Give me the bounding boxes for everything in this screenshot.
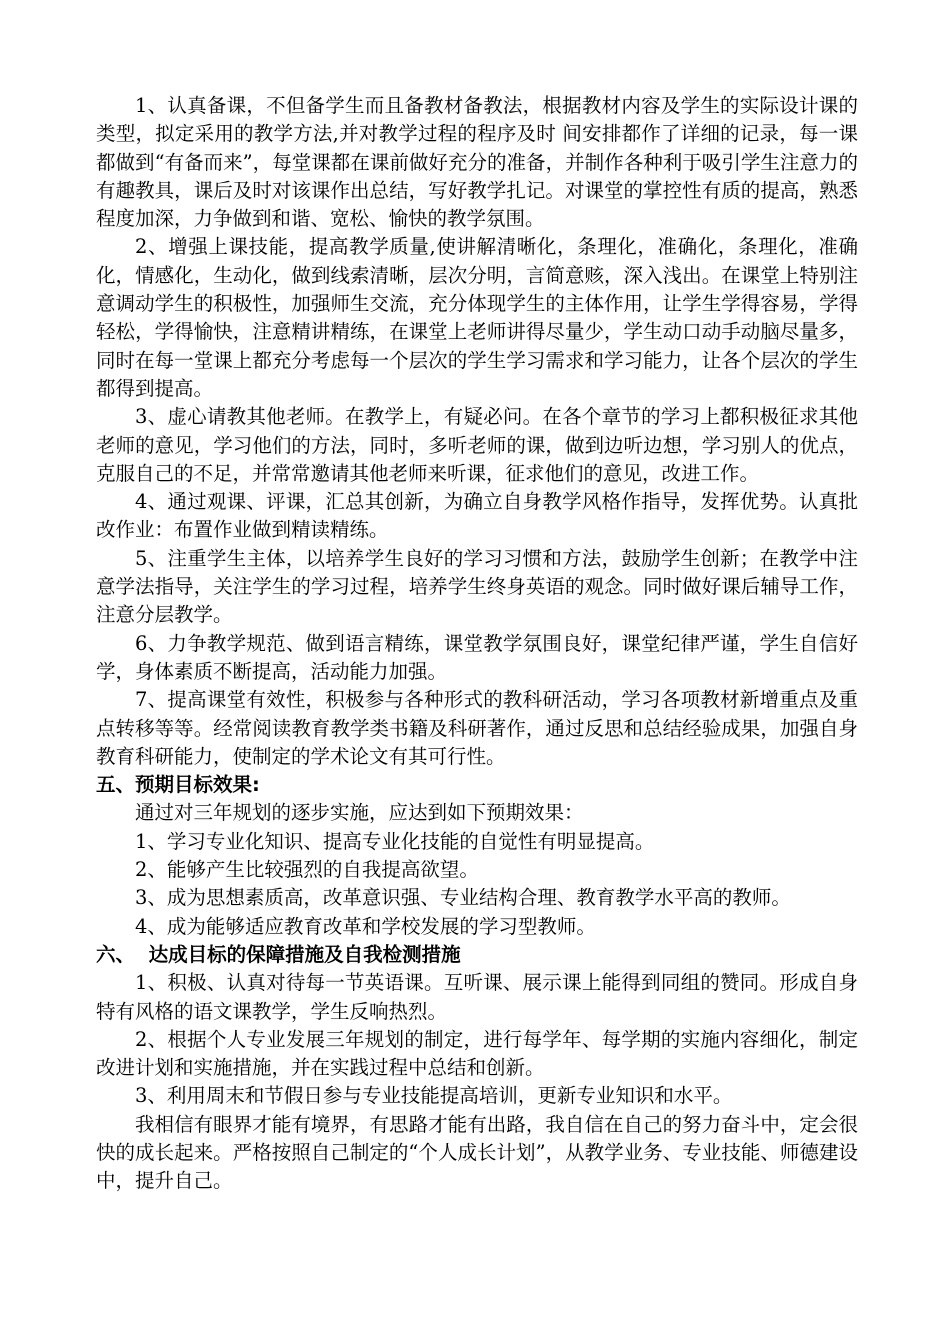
closing-paragraph: 我相信有眼界才能有境界，有思路才能有出路，我自信在自己的努力奋斗中，定会很快的成长起来。严格按照自己制定的“个人成长计划”，从教学业务、专业技能、师德建设中，提升自己。 (96, 1112, 858, 1193)
teaching-item-7: 7、提高课堂有效性，积极参与各种形式的教科研活动，学习各项教材新增重点及重点转移等等。经常阅读教育教学类书籍及科研著作，通过反思和总结经验成果，加强自身教育科研能力，使制定的学术论文有其可行性。 (96, 688, 858, 768)
section-5-item-4: 4、成为能够适应教育改革和学校发展的学习型教师。 (135, 914, 596, 938)
teaching-item-5: 5、注重学生主体，以培养学生良好的学习习惯和方法，鼓励学生创新；在教学中注意学法指导，关注学生的学习过程，培养学生终身英语的观念。同时做好课后辅导工作，注意分层教学。 (96, 546, 858, 627)
section-6-item-2: 2、根据个人专业发展三年规划的制定，进行每学年、每学期的实施内容细化，制定改进计划和实施措施，并在实践过程中总结和创新。 (96, 1027, 858, 1080)
section-5-item-3: 3、成为思想素质高，改革意识强、专业结构合理、教育教学水平高的教师。 (135, 886, 791, 910)
section-5-intro: 通过对三年规划的逐步实施，应达到如下预期效果： (135, 801, 584, 825)
teaching-item-3: 3、虚心请教其他老师。在教学上，有疑必问。在各个章节的学习上都积极征求其他老师的意见，学习他们的方法，同时，多听老师的课，做到边听边想，学习别人的优点，克服自己的不足，并常常邀请其他老师来听课，征求他们的意见，改进工作。 (96, 405, 858, 485)
section-6-item-1: 1、积极、认真对待每一节英语课。互听课、展示课上能得到同组的赞同。形成自身特有风格的语文课教学，学生反响热烈。 (96, 971, 858, 1023)
section-5-item-2: 2、能够产生比较强烈的自我提高欲望。 (135, 858, 479, 882)
section-6-item-3: 3、利用周末和节假日参与专业技能提高培训，更新专业知识和水平。 (135, 1084, 733, 1108)
document-page (96, 92, 858, 1196)
teaching-item-6: 6、力争教学规范、做到语言精练，课堂教学氛围良好，课堂纪律严谨，学生自信好学，身体素质不断提高，活动能力加强。 (96, 631, 858, 683)
section-6-heading: 六、 达成目标的保障措施及自我检测措施 (96, 942, 461, 966)
section-5-heading: 五、预期目标效果: (96, 773, 260, 797)
teaching-item-4: 4、通过观课、评课，汇总其创新，为确立自身教学风格作指导，发挥优势。认真批改作业：布置作业做到精读精练。 (96, 490, 858, 542)
section-5-item-1: 1、学习专业化知识、提高专业化技能的自觉性有明显提高。 (135, 829, 655, 853)
teaching-item-1: 1、认真备课，不但备学生而且备教材备教法，根据教材内容及学生的实际设计课的类型，拟定采用的教学方法,并对教学过程的程序及时 间安排都作了详细的记录，每一课都做到“有备而来”，每堂课都在课前做好充分的准备，并制作各种利于吸引学生注意力的有趣教具，课后及时对该课作出总结，写好教学扎记。对课堂的掌控性有质的提高，熟悉程度加深，力争做到和谐、宽松、愉快的教学氛围。 (96, 94, 858, 231)
teaching-item-2: 2、增强上课技能，提高教学质量,使讲解清晰化，条理化，准确化，条理化，准确化，情感化，生动化，做到线索清晰，层次分明，言简意赅，深入浅出。在课堂上特别注意调动学生的积极性，加强师生交流，充分体现学生的主体作用，让学生学得容易，学得轻松，学得愉快，注意精讲精练，在课堂上老师讲得尽量少，学生动口动手动脑尽量多，同时在每一堂课上都充分考虑每一个层次的学生学习需求和学习能力，让各个层次的学生都得到提高。 (96, 235, 858, 400)
